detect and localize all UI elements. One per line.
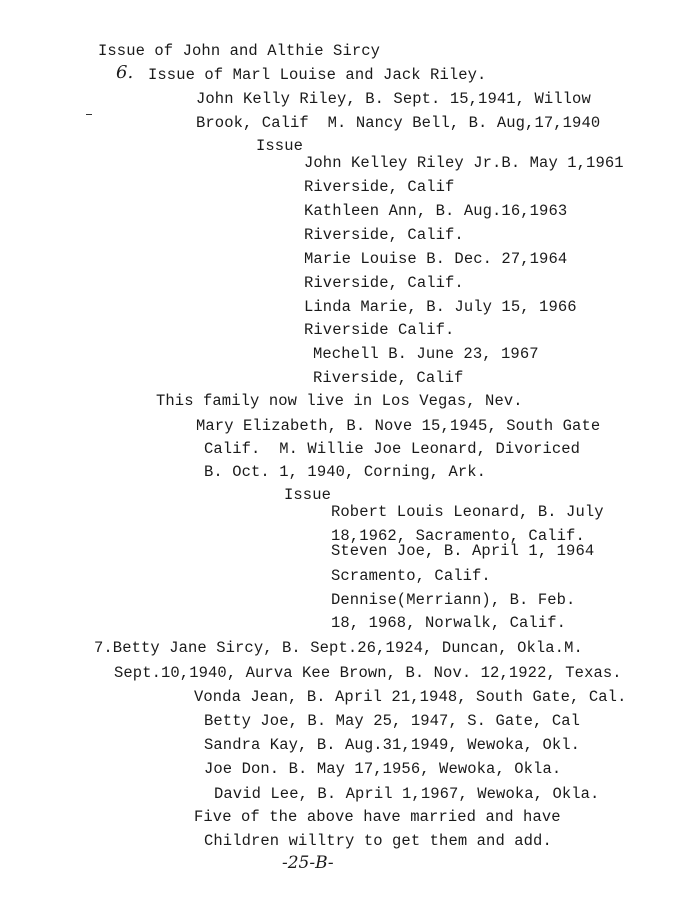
spouse-line: Brook, Calif M. Nancy Bell, B. Aug,17,1940 <box>196 114 601 132</box>
child-line: Riverside, Calif <box>313 369 464 387</box>
child-line: Vonda Jean, B. April 21,1948, South Gate, Cal. <box>194 688 627 706</box>
mary-line: Calif. M. Willie Joe Leonard, Divoriced <box>204 440 581 458</box>
child-line: Riverside, Calif. <box>304 226 464 244</box>
child-line: 18, 1968, Norwalk, Calif. <box>331 614 567 632</box>
child-line: Scramento, Calif. <box>331 567 491 585</box>
page-number: -25-B- <box>282 853 334 873</box>
child-line: Riverside, Calif. <box>304 274 464 292</box>
child-line: Kathleen Ann, B. Aug.16,1963 <box>304 202 568 220</box>
child-line: Betty Joe, B. May 25, 1947, S. Gate, Cal <box>204 712 581 730</box>
child-line: Sandra Kay, B. Aug.31,1949, Wewoka, Okl. <box>204 736 581 754</box>
child-line: Robert Louis Leonard, B. July <box>331 503 604 521</box>
child-line: David Lee, B. April 1,1967, Wewoka, Okla. <box>214 785 600 803</box>
closing-note: Children willtry to get them and add. <box>204 832 552 850</box>
child-line: 18,1962, Sacramento, Calif. <box>331 527 585 545</box>
issue-label: Issue <box>256 137 304 155</box>
child-line: John Kelley Riley Jr.B. May 1,1961 <box>304 154 624 172</box>
mary-line: B. Oct. 1, 1940, Corning, Ark. <box>204 463 487 481</box>
child-line: Mechell B. June 23, 1967 <box>313 345 539 363</box>
issue-label: Issue <box>284 486 332 504</box>
child-line: Steven Joe, B. April 1, 1964 <box>331 542 595 560</box>
child-line: Linda Marie, B. July 15, 1966 <box>304 298 577 316</box>
closing-note: Five of the above have married and have <box>194 808 561 826</box>
child-line: Marie Louise B. Dec. 27,1964 <box>304 250 568 268</box>
child-line: Dennise(Merriann), B. Feb. <box>331 591 576 609</box>
section-6-title: Issue of Marl Louise and Jack Riley. <box>148 66 487 84</box>
mary-line: Mary Elizabeth, B. Nove 15,1945, South Gate <box>196 417 601 435</box>
spouse-line: John Kelly Riley, B. Sept. 15,1941, Willow <box>196 90 591 108</box>
child-line: Riverside, Calif <box>304 178 455 196</box>
family-note: This family now live in Los Vegas, Nev. <box>156 392 523 410</box>
section-7-line: Sept.10,1940, Aurva Kee Brown, B. Nov. 12,1922, Texas. <box>114 664 622 682</box>
document-heading: Issue of John and Althie Sircy <box>98 42 381 60</box>
section-6-number: 6. <box>116 62 134 83</box>
margin-mark <box>86 114 92 115</box>
child-line: Riverside Calif. <box>304 321 455 339</box>
child-line: Joe Don. B. May 17,1956, Wewoka, Okla. <box>204 760 562 778</box>
section-7-line: 7.Betty Jane Sircy, B. Sept.26,1924, Duncan, Okla.M. <box>94 639 583 657</box>
